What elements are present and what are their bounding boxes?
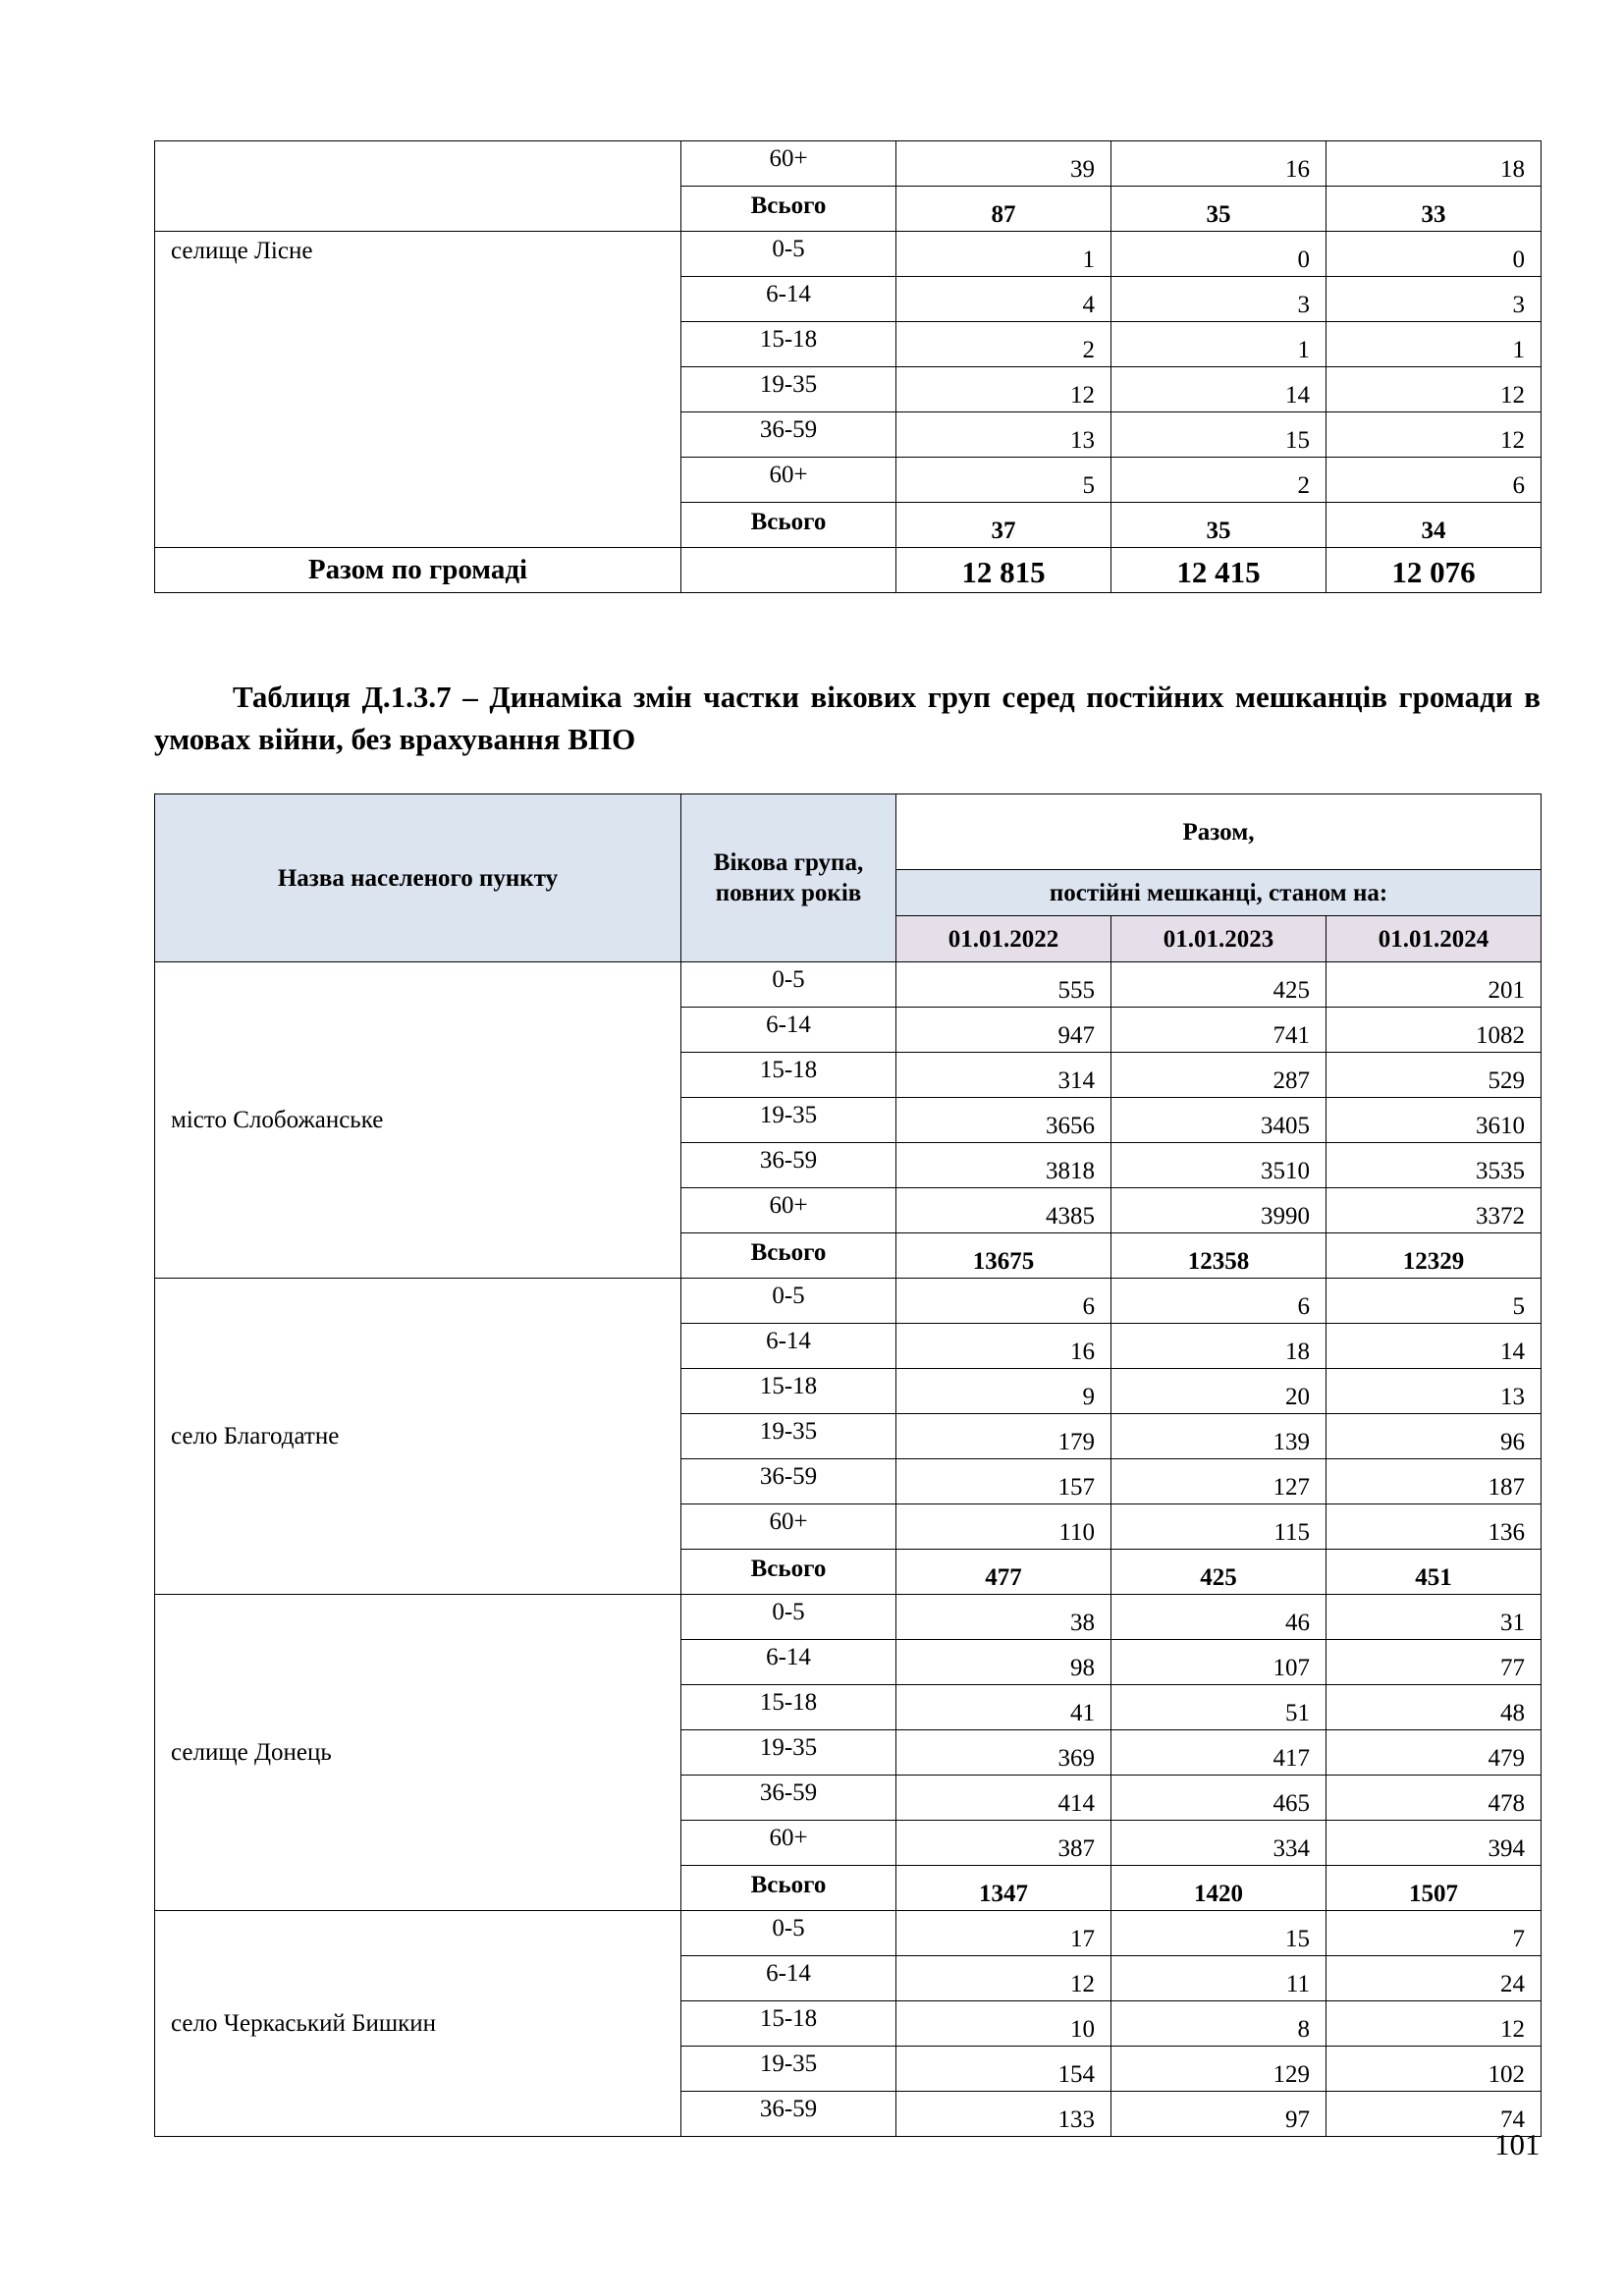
- table-row: [155, 1279, 1542, 1324]
- value-cell: 157: [896, 1459, 1111, 1504]
- value-cell: 115: [1111, 1504, 1326, 1550]
- table-caption-text: Таблиця Д.1.3.7 – Динаміка змін частки вікових груп серед постійних мешканців громади в умовах війни, без врахування ВПО: [154, 680, 1541, 756]
- table-row: [155, 1911, 1542, 1956]
- total-label: Всього: [681, 1233, 896, 1279]
- value-cell: 12: [896, 1956, 1111, 2001]
- value-cell: 7: [1326, 1911, 1542, 1956]
- total-header: Разом,: [896, 794, 1542, 870]
- age-group-cell: 19-35: [681, 367, 896, 412]
- age-group-cell: 6-14: [681, 1324, 896, 1369]
- place-name: селище Лісне: [155, 232, 681, 548]
- value-cell: 387: [896, 1821, 1111, 1866]
- empty-cell: [681, 548, 896, 593]
- table-row: [155, 962, 1542, 1008]
- value-cell: 18: [1326, 141, 1542, 187]
- age-group-cell: 15-18: [681, 2001, 896, 2047]
- age-group-cell: 0-5: [681, 962, 896, 1008]
- total-cell: 1420: [1111, 1866, 1326, 1911]
- age-group-cell: 60+: [681, 141, 896, 187]
- date-header: 01.01.2022: [896, 916, 1111, 962]
- value-cell: 74: [1326, 2092, 1542, 2137]
- total-cell: 1507: [1326, 1866, 1542, 1911]
- value-cell: 14: [1326, 1324, 1542, 1369]
- age-group-cell: 0-5: [681, 1279, 896, 1324]
- age-group-cell: 19-35: [681, 2047, 896, 2092]
- value-cell: 425: [1111, 962, 1326, 1008]
- value-cell: 414: [896, 1776, 1111, 1821]
- value-cell: 16: [1111, 141, 1326, 187]
- total-label: Всього: [681, 1866, 896, 1911]
- value-cell: 14: [1111, 367, 1326, 412]
- value-cell: 3610: [1326, 1098, 1542, 1143]
- place-name: село Благодатне: [155, 1279, 681, 1595]
- total-cell: 1347: [896, 1866, 1111, 1911]
- value-cell: 77: [1326, 1640, 1542, 1685]
- place-cell: [155, 141, 681, 232]
- value-cell: 20: [1111, 1369, 1326, 1414]
- value-cell: 133: [896, 2092, 1111, 2137]
- value-cell: 3510: [1111, 1143, 1326, 1188]
- value-cell: 334: [1111, 1821, 1326, 1866]
- value-cell: 314: [896, 1053, 1111, 1098]
- total-cell: 425: [1111, 1550, 1326, 1595]
- value-cell: 6: [1111, 1279, 1326, 1324]
- age-group-cell: 6-14: [681, 1956, 896, 2001]
- value-cell: 947: [896, 1008, 1111, 1053]
- value-cell: 2: [896, 322, 1111, 367]
- value-cell: 3: [1326, 277, 1542, 322]
- value-cell: 10: [896, 2001, 1111, 2047]
- value-cell: 3372: [1326, 1188, 1542, 1233]
- value-cell: 15: [1111, 412, 1326, 458]
- value-cell: 5: [1326, 1279, 1542, 1324]
- value-cell: 465: [1111, 1776, 1326, 1821]
- value-cell: 97: [1111, 2092, 1326, 2137]
- value-cell: 39: [896, 141, 1111, 187]
- total-label: Всього: [681, 187, 896, 232]
- value-cell: 394: [1326, 1821, 1542, 1866]
- age-group-cell: 19-35: [681, 1730, 896, 1776]
- age-group-cell: 15-18: [681, 1369, 896, 1414]
- place-name: селище Донець: [155, 1595, 681, 1911]
- value-cell: 3: [1111, 277, 1326, 322]
- value-cell: 102: [1326, 2047, 1542, 2092]
- value-cell: 479: [1326, 1730, 1542, 1776]
- value-cell: 38: [896, 1595, 1111, 1640]
- date-header: 01.01.2023: [1111, 916, 1326, 962]
- value-cell: 17: [896, 1911, 1111, 1956]
- grand-total-row: [155, 548, 1542, 593]
- value-cell: 1: [896, 232, 1111, 277]
- value-cell: 2: [1111, 458, 1326, 503]
- age-group-cell: 0-5: [681, 1911, 896, 1956]
- value-cell: 555: [896, 962, 1111, 1008]
- value-cell: 6: [1326, 458, 1542, 503]
- age-group-cell: 19-35: [681, 1098, 896, 1143]
- place-header: Назва населеного пункту: [155, 794, 681, 962]
- value-cell: 31: [1326, 1595, 1542, 1640]
- value-cell: 96: [1326, 1414, 1542, 1459]
- value-cell: 12: [896, 367, 1111, 412]
- age-group-cell: 6-14: [681, 1008, 896, 1053]
- grand-total-cell: 12 076: [1326, 548, 1542, 593]
- value-cell: 136: [1326, 1504, 1542, 1550]
- table-row: [155, 232, 1542, 277]
- age-group-cell: 6-14: [681, 277, 896, 322]
- value-cell: 12: [1326, 367, 1542, 412]
- value-cell: 0: [1326, 232, 1542, 277]
- age-group-cell: 6-14: [681, 1640, 896, 1685]
- value-cell: 11: [1111, 1956, 1326, 2001]
- value-cell: 1: [1326, 322, 1542, 367]
- value-cell: 6: [896, 1279, 1111, 1324]
- value-cell: 129: [1111, 2047, 1326, 2092]
- value-cell: 18: [1111, 1324, 1326, 1369]
- value-cell: 15: [1111, 1911, 1326, 1956]
- grand-total-cell: 12 415: [1111, 548, 1326, 593]
- population-table-continued: [154, 140, 1542, 593]
- value-cell: 529: [1326, 1053, 1542, 1098]
- value-cell: 417: [1111, 1730, 1326, 1776]
- grand-total-label: Разом по громаді: [155, 548, 681, 593]
- place-name: місто Слобожанське: [155, 962, 681, 1279]
- value-cell: 3990: [1111, 1188, 1326, 1233]
- total-cell: 451: [1326, 1550, 1542, 1595]
- value-cell: 13: [1326, 1369, 1542, 1414]
- value-cell: 110: [896, 1504, 1111, 1550]
- total-cell: 35: [1111, 503, 1326, 548]
- value-cell: 12: [1326, 2001, 1542, 2047]
- age-group-cell: 15-18: [681, 322, 896, 367]
- value-cell: 12: [1326, 412, 1542, 458]
- residents-header: постійні мешканці, станом на:: [896, 870, 1542, 916]
- value-cell: 41: [896, 1685, 1111, 1730]
- value-cell: 16: [896, 1324, 1111, 1369]
- value-cell: 98: [896, 1640, 1111, 1685]
- total-cell: 34: [1326, 503, 1542, 548]
- header-row: [155, 794, 1542, 870]
- value-cell: 0: [1111, 232, 1326, 277]
- age-group-header: Вікова група, повних років: [681, 794, 896, 962]
- value-cell: 287: [1111, 1053, 1326, 1098]
- value-cell: 5: [896, 458, 1111, 503]
- total-label: Всього: [681, 1550, 896, 1595]
- value-cell: 107: [1111, 1640, 1326, 1685]
- value-cell: 4: [896, 277, 1111, 322]
- age-group-cell: 60+: [681, 1504, 896, 1550]
- total-cell: 87: [896, 187, 1111, 232]
- value-cell: 187: [1326, 1459, 1542, 1504]
- value-cell: 741: [1111, 1008, 1326, 1053]
- total-cell: 12329: [1326, 1233, 1542, 1279]
- value-cell: 8: [1111, 2001, 1326, 2047]
- value-cell: 179: [896, 1414, 1111, 1459]
- value-cell: 478: [1326, 1776, 1542, 1821]
- place-name: село Черкаський Бишкин: [155, 1911, 681, 2137]
- total-cell: 33: [1326, 187, 1542, 232]
- value-cell: 369: [896, 1730, 1111, 1776]
- total-cell: 477: [896, 1550, 1111, 1595]
- total-cell: 35: [1111, 187, 1326, 232]
- grand-total-cell: 12 815: [896, 548, 1111, 593]
- table-caption: [154, 676, 1541, 760]
- total-cell: 37: [896, 503, 1111, 548]
- age-group-cell: 0-5: [681, 232, 896, 277]
- total-cell: 12358: [1111, 1233, 1326, 1279]
- value-cell: 3535: [1326, 1143, 1542, 1188]
- table-row: [155, 141, 1542, 187]
- value-cell: 1: [1111, 322, 1326, 367]
- age-group-cell: 15-18: [681, 1685, 896, 1730]
- age-group-cell: 60+: [681, 1188, 896, 1233]
- date-header: 01.01.2024: [1326, 916, 1542, 962]
- page-number: 101: [1494, 2127, 1541, 2161]
- age-group-cell: 19-35: [681, 1414, 896, 1459]
- age-group-cell: 36-59: [681, 1143, 896, 1188]
- value-cell: 13: [896, 412, 1111, 458]
- value-cell: 48: [1326, 1685, 1542, 1730]
- value-cell: 201: [1326, 962, 1542, 1008]
- value-cell: 1082: [1326, 1008, 1542, 1053]
- value-cell: 3405: [1111, 1098, 1326, 1143]
- value-cell: 46: [1111, 1595, 1326, 1640]
- value-cell: 4385: [896, 1188, 1111, 1233]
- value-cell: 139: [1111, 1414, 1326, 1459]
- age-group-cell: 36-59: [681, 1459, 896, 1504]
- age-group-cell: 60+: [681, 1821, 896, 1866]
- age-group-cell: 36-59: [681, 412, 896, 458]
- value-cell: 9: [896, 1369, 1111, 1414]
- age-group-cell: 0-5: [681, 1595, 896, 1640]
- total-label: Всього: [681, 503, 896, 548]
- value-cell: 3818: [896, 1143, 1111, 1188]
- value-cell: 3656: [896, 1098, 1111, 1143]
- table-row: [155, 1595, 1542, 1640]
- age-group-cell: 15-18: [681, 1053, 896, 1098]
- age-groups-table: [154, 793, 1542, 2137]
- value-cell: 51: [1111, 1685, 1326, 1730]
- age-group-cell: 36-59: [681, 1776, 896, 1821]
- value-cell: 24: [1326, 1956, 1542, 2001]
- age-group-cell: 36-59: [681, 2092, 896, 2137]
- total-cell: 13675: [896, 1233, 1111, 1279]
- value-cell: 154: [896, 2047, 1111, 2092]
- value-cell: 127: [1111, 1459, 1326, 1504]
- age-group-cell: 60+: [681, 458, 896, 503]
